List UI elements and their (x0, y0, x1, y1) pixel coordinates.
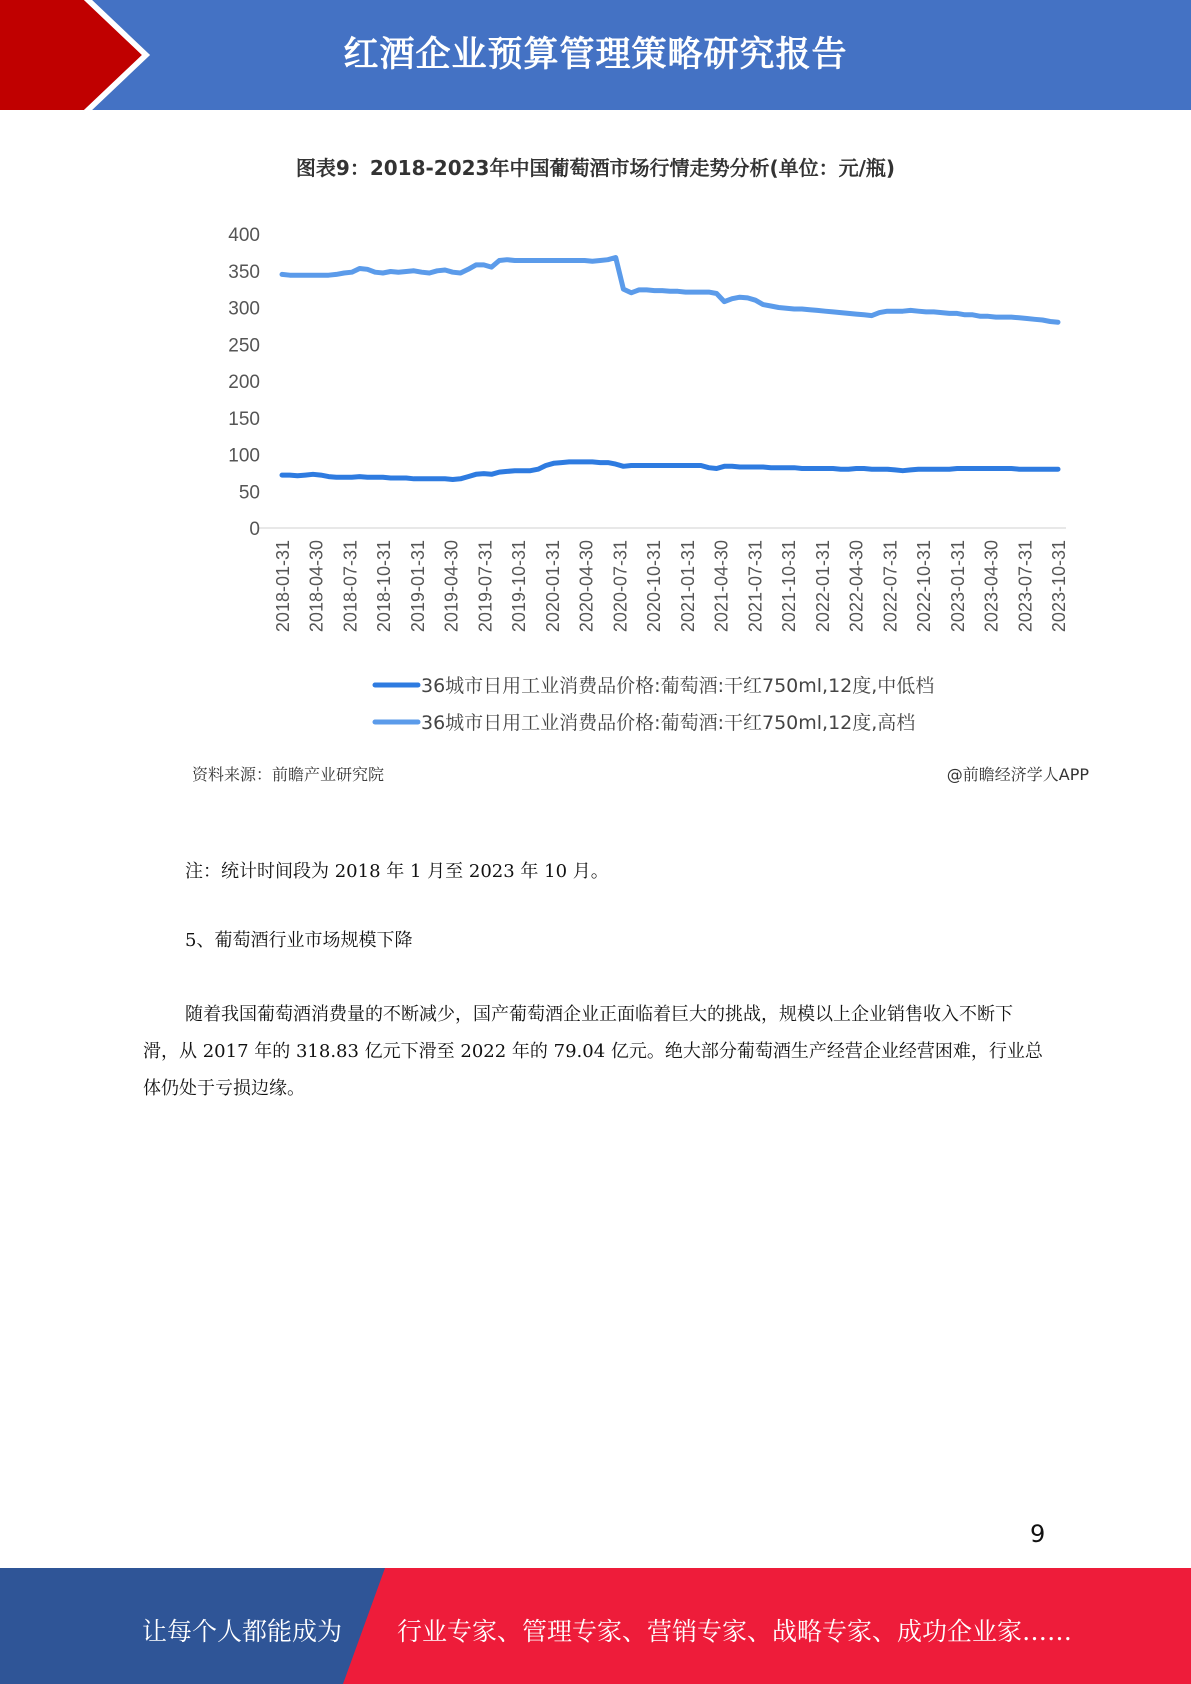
y-tick-label: 50 (238, 482, 260, 504)
x-tick-label: 2019-07-31 (475, 540, 496, 633)
legend-label: 36城市日用工业消费品价格:葡萄酒:干红750ml,12度,高档 (421, 712, 916, 734)
x-tick-label: 2018-01-31 (273, 540, 293, 633)
line-chart (170, 200, 1080, 740)
x-tick-label: 2021-01-31 (677, 540, 698, 633)
y-tick-label: 150 (228, 408, 260, 430)
chart-title: 图表9：2018-2023年中国葡萄酒市场行情走势分析(单位：元/瓶) (295, 156, 896, 180)
x-tick-label: 2022-04-30 (846, 540, 867, 633)
body-paragraph: 随着我国葡萄酒消费量的不断减少，国产葡萄酒企业正面临着巨大的挑战，规模以上企业销售收入不断下滑，从 2017 年的 318.83 亿元下滑至 2022 年的 79.04 亿元。绝大部分葡萄酒生产经营企业经营困难，行业总体仍处于亏损边缘。 (143, 1004, 1043, 1099)
x-tick-label: 2019-10-31 (509, 540, 530, 633)
footer-slogan-right: 行业专家、管理专家、营销专家、战略专家、成功企业家…… (397, 1617, 1073, 1646)
x-tick-label: 2020-01-31 (542, 540, 563, 633)
y-tick-label: 400 (228, 225, 260, 246)
x-tick-label: 2020-07-31 (610, 540, 631, 633)
section-heading: 5、葡萄酒行业市场规模下降 (185, 930, 413, 951)
x-tick-label: 2021-10-31 (779, 540, 800, 633)
x-tick-label: 2020-04-30 (576, 540, 597, 633)
series-line-high (282, 258, 1058, 323)
y-tick-label: 350 (228, 261, 260, 283)
series-line-mid-low (282, 462, 1058, 480)
chart-credit: @前瞻经济学人APP (946, 765, 1089, 784)
x-tick-label: 2021-04-30 (711, 540, 732, 633)
y-tick-label: 0 (249, 519, 260, 540)
statistics-note: 注：统计时间段为 2018 年 1 月至 2023 年 10 月。 (185, 861, 609, 882)
x-tick-label: 2020-10-31 (644, 540, 665, 633)
report-title: 红酒企业预算管理策略研究报告 (343, 35, 848, 75)
y-tick-label: 250 (228, 335, 260, 357)
y-tick-label: 100 (228, 445, 260, 467)
x-tick-label: 2018-04-30 (306, 540, 327, 633)
x-tick-label: 2022-01-31 (812, 540, 833, 633)
x-tick-label: 2023-01-31 (947, 540, 968, 633)
x-tick-label: 2018-07-31 (340, 540, 361, 633)
x-tick-label: 2023-07-31 (1015, 540, 1036, 633)
x-tick-label: 2022-10-31 (914, 540, 935, 633)
x-tick-label: 2019-01-31 (407, 540, 428, 633)
x-tick-label: 2022-07-31 (880, 540, 901, 633)
x-tick-label: 2023-04-30 (981, 540, 1002, 633)
x-tick-label: 2021-07-31 (745, 540, 766, 633)
x-tick-label: 2019-04-30 (441, 540, 462, 633)
footer-slogan-left: 让每个人都能成为 (142, 1617, 343, 1646)
page-number: 9 (1030, 1520, 1046, 1548)
y-tick-label: 300 (228, 298, 260, 320)
x-tick-label: 2023-10-31 (1049, 540, 1069, 633)
y-tick-label: 200 (228, 372, 260, 393)
chart-source: 资料来源：前瞻产业研究院 (192, 765, 385, 784)
legend-label: 36城市日用工业消费品价格:葡萄酒:干红750ml,12度,中低档 (421, 675, 935, 697)
x-tick-label: 2018-10-31 (374, 540, 395, 633)
